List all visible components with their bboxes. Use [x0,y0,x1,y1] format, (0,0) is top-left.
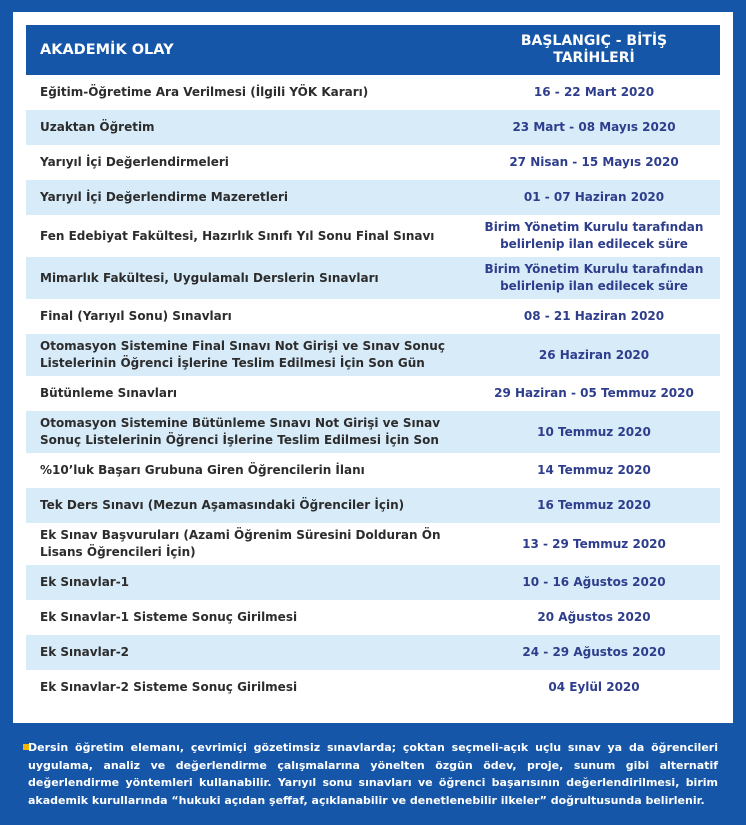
event-cell [26,385,468,402]
dates-line: 04 Eylül 2020 [548,680,640,694]
table-row [26,257,720,299]
event-line: Yarıyıl İçi Değerlendirme Mazeretleri [40,190,289,204]
dates-cell [468,574,720,591]
dates-cell [468,189,720,206]
table-row [26,488,720,523]
dates-line: Birim Yönetim Kurulu tarafından [484,220,704,234]
table-row [26,180,720,215]
dates-cell [468,385,720,402]
dates-cell [468,679,720,696]
table-row [26,145,720,180]
event-line: Eğitim-Öğretime Ara Verilmesi (İlgili YÖK Kararı) [40,85,369,99]
event-line: %10’luk Başarı Grubuna Giren Öğrencilerin İlanı [40,463,365,477]
event-line: Fen Edebiyat Fakültesi, Hazırlık Sınıfı Yıl Sonu Final Sınavı [40,228,435,243]
header-dates-line1: BAŞLANGIÇ - BİTİŞ [520,33,668,49]
event-line: Tek Ders Sınavı (Mezun Aşamasındaki Öğrenciler İçin) [40,498,405,512]
event-line: Otomasyon Sistemine Final Sınavı Not Girişi ve Sınav Sonuç [40,339,445,353]
dates-line: 08 - 21 Haziran 2020 [523,309,665,323]
event-line: Uzaktan Öğretim [40,120,155,134]
event-line: Ek Sınav Başvuruları (Azami Öğrenim Süresini Dolduran Ön [40,528,441,542]
event-cell [26,154,468,171]
dates-cell [468,536,720,553]
event-cell [26,119,468,136]
event-cell [26,270,468,287]
dates-cell [468,84,720,101]
event-cell [26,338,468,372]
header-event-column: AKADEMİK OLAY [40,42,174,58]
table-row [26,376,720,411]
dates-line: 24 - 29 Ağustos 2020 [522,645,666,659]
event-line: Ek Sınavlar-2 [40,645,130,659]
event-line: Ek Sınavlar-1 Sisteme Sonuç Girilmesi [40,610,298,624]
table-row [26,670,720,705]
table-row [26,215,720,257]
event-cell [26,84,468,101]
event-cell [26,308,468,325]
table-row [26,411,720,453]
table-row [26,565,720,600]
event-line: Otomasyon Sistemine Bütünleme Sınavı Not Girişi ve Sınav [40,416,441,430]
dates-line: 16 Temmuz 2020 [537,498,651,512]
dates-line: belirlenip ilan edilecek süre [500,237,688,251]
table-row [26,635,720,670]
dates-line: 13 - 29 Temmuz 2020 [522,536,666,551]
dates-line: 01 - 07 Haziran 2020 [523,190,665,204]
dates-cell [468,308,720,325]
dates-cell [468,424,720,441]
table-row [26,523,720,565]
dates-line: Birim Yönetim Kurulu tarafından [484,262,704,276]
dates-line: 10 Temmuz 2020 [537,424,651,439]
dates-cell [468,219,720,253]
table-row [26,110,720,145]
event-cell [26,574,468,591]
dates-line: belirlenip ilan edilecek süre [500,279,688,293]
table-row [26,334,720,376]
content-panel [13,12,733,723]
event-line: Bütünleme Sınavları [40,386,178,400]
dates-cell [468,154,720,171]
table-header [26,25,720,75]
event-cell [26,644,468,661]
event-line: Listelerinin Öğrenci İşlerine Teslim Edilmesi İçin Son Gün [40,356,425,370]
dates-cell [468,462,720,479]
header-dates-column [468,33,720,67]
event-cell [26,527,468,561]
table-row [26,453,720,488]
dates-line: 16 - 22 Mart 2020 [533,85,655,99]
dates-line: 27 Nisan - 15 Mayıs 2020 [509,155,679,169]
dates-line: 26 Haziran 2020 [538,347,650,362]
table-row [26,75,720,110]
event-line: Lisans Öğrencileri İçin) [40,545,196,559]
event-line: Yarıyıl İçi Değerlendirmeleri [40,155,229,169]
event-cell [26,609,468,626]
dates-cell [468,609,720,626]
event-cell [26,462,468,479]
event-line: Ek Sınavlar-1 [40,575,130,589]
dates-line: 29 Haziran - 05 Temmuz 2020 [494,386,694,400]
table-row [26,299,720,334]
dates-cell [468,497,720,514]
dates-line: 23 Mart - 08 Mayıs 2020 [512,120,676,134]
dates-line: 14 Temmuz 2020 [537,463,651,477]
table-row [26,600,720,635]
event-cell [26,679,468,696]
event-line: Final (Yarıyıl Sonu) Sınavları [40,309,232,323]
dates-cell [468,644,720,661]
event-line: Mimarlık Fakültesi, Uygulamalı Derslerin Sınavları [40,270,379,285]
event-cell [26,497,468,514]
event-cell [26,228,468,245]
academic-calendar-table [26,25,720,705]
event-cell [26,189,468,206]
header-dates-line2: TARİHLERİ [553,50,635,66]
event-cell [26,415,468,449]
dates-line: 10 - 16 Ağustos 2020 [522,575,666,589]
dates-cell [468,119,720,136]
dates-cell [468,347,720,364]
table-body [26,75,720,705]
footnote-text: Dersin öğretim elemanı, çevrimiçi gözetimsiz sınavlarda; çoktan seçmeli-açık uçlu sınav ya da öğrencileri uygulama, analiz ve değerlendirme çalışmalarına yönelten özgün ödev, proje, sunum gibi alternatif değerlendirme yöntemleri kullanabilir. Yarıyıl sonu sınavları ve öğrenci başarısının değerlendirilmesi, birim akademik kurullarında “hukuki açıdan şeffaf, açıklanabilir ve denetlenebilir ilkeler” doğrultusunda belirlenir. [28,741,718,807]
dates-line: 20 Ağustos 2020 [537,610,651,624]
event-line: Ek Sınavlar-2 Sisteme Sonuç Girilmesi [40,680,298,694]
dates-cell [468,261,720,295]
event-line: Sonuç Listelerinin Öğrenci İşlerine Teslim Edilmesi İçin Son [40,433,439,447]
